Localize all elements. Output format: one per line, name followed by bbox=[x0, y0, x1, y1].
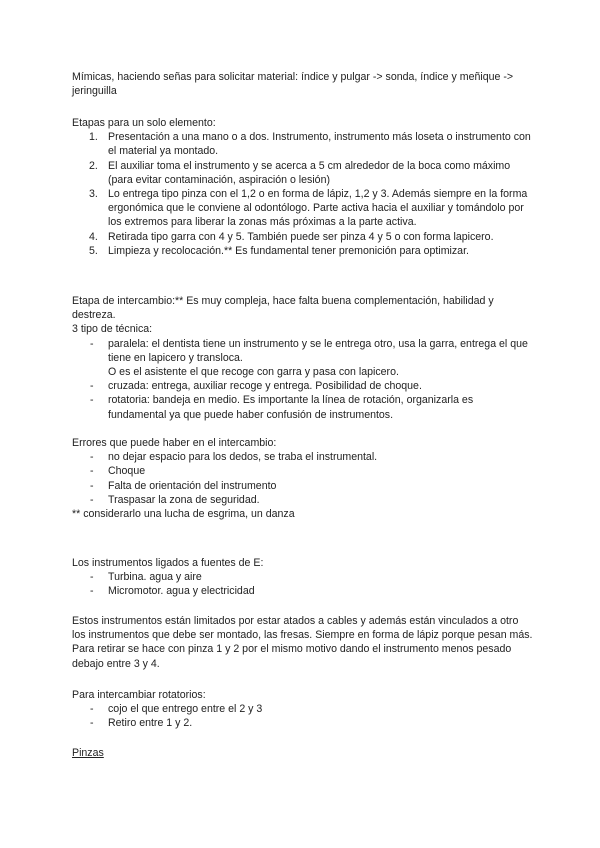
errores-heading: Errores que puede haber en el intercambio: bbox=[72, 437, 277, 449]
list-item bbox=[72, 450, 534, 464]
item-number: 1. bbox=[89, 131, 98, 144]
errores-list bbox=[72, 450, 534, 507]
fuentes-heading: Los instrumentos ligados a fuentes de E: bbox=[72, 557, 264, 569]
list-item bbox=[72, 479, 534, 493]
list-item bbox=[72, 464, 534, 478]
item-text: El auxiliar toma el instrumento y se acerca a 5 cm alrededor de la boca como máximo (para evitar contaminación, aspiración o lesión) bbox=[108, 159, 511, 186]
intercambio-heading: Etapa de intercambio:** Es muy compleja, hace falta buena complementación, habilidad y destreza. bbox=[72, 295, 494, 322]
list-item bbox=[72, 716, 534, 730]
item-number: 3. bbox=[89, 188, 98, 201]
item-number: 2. bbox=[89, 159, 98, 172]
dash-bullet: - bbox=[90, 585, 94, 598]
list-item bbox=[72, 393, 534, 421]
dash-bullet: - bbox=[90, 717, 94, 730]
item-text: cojo el que entrego entre el 2 y 3 bbox=[108, 703, 263, 716]
rotatorios-heading: Para intercambiar rotatorios: bbox=[72, 689, 206, 701]
dash-bullet: - bbox=[90, 493, 94, 506]
errores-note: ** considerarlo una lucha de esgrima, un danza bbox=[72, 508, 295, 521]
tecnicas-list bbox=[72, 337, 534, 422]
item-text: paralela: el dentista tiene un instrumento y se le entrega otro, usa la garra, entrega el que tiene en lapicero y transloca. bbox=[108, 337, 528, 364]
item-number: 5. bbox=[89, 244, 98, 257]
item-text: Limpieza y recolocación.** Es fundamental tener premonición para optimizar. bbox=[108, 244, 469, 257]
list-item bbox=[72, 230, 534, 244]
dash-bullet: - bbox=[90, 479, 94, 492]
dash-bullet: - bbox=[90, 451, 94, 464]
item-text: Traspasar la zona de seguridad. bbox=[108, 493, 260, 506]
list-item bbox=[72, 159, 534, 187]
dash-bullet: - bbox=[90, 394, 94, 407]
list-item bbox=[72, 130, 534, 158]
item-text: Retiro entre 1 y 2. bbox=[108, 717, 193, 730]
item-number: 4. bbox=[89, 230, 98, 243]
pinzas-heading: Pinzas bbox=[72, 747, 104, 759]
item-continuation: O es el asistente el que recoge con garra y pasa con lapicero. bbox=[108, 366, 399, 379]
section-errores bbox=[72, 436, 534, 521]
item-text: Micromotor. agua y electricidad bbox=[108, 585, 255, 598]
rotatorios-list bbox=[72, 702, 534, 730]
item-text: Lo entrega tipo pinza con el 1,2 o en forma de lápiz, 1,2 y 3. Además siempre en la forma ergonómica que le conviene al odontólogo. Parte activa hacia el auxiliar y tomándolo por los extremos para liberar la zonas más próximas a la parte activa. bbox=[108, 188, 528, 229]
dash-bullet: - bbox=[90, 380, 94, 393]
dash-bullet: - bbox=[90, 571, 94, 584]
item-text: Turbina. agua y aire bbox=[108, 571, 202, 584]
list-item bbox=[72, 493, 534, 507]
item-text: cruzada: entrega, auxiliar recoge y entrega. Posibilidad de choque. bbox=[108, 380, 422, 393]
list-item bbox=[72, 584, 534, 598]
section-fuentes bbox=[72, 556, 534, 599]
dash-bullet: - bbox=[90, 703, 94, 716]
item-text: no dejar espacio para los dedos, se traba el instrumental. bbox=[108, 451, 378, 464]
list-item bbox=[72, 702, 534, 716]
item-text: Presentación a una mano o a dos. Instrumento, instrumento más loseta o instrumento con el material ya montado. bbox=[108, 131, 531, 158]
item-text: rotatoria: bandeja en medio. Es importante la línea de rotación, organizarla es fundamental ya que puede haber confusión de instrumentos. bbox=[108, 394, 474, 421]
item-text: Falta de orientación del instrumento bbox=[108, 479, 277, 492]
item-text: Retirada tipo garra con 4 y 5. También puede ser pinza 4 y 5 o con forma lapicero. bbox=[108, 230, 494, 243]
paragraph-mimicas: Mímicas, haciendo señas para solicitar material: índice y pulgar -> sonda, índice y meñique -> jeringuilla bbox=[72, 71, 514, 98]
paragraph-estos: Estos instrumentos están limitados por estar atados a cables y además están vinculados a otro los instrumentos que debe ser montado, las fresas. Siempre en forma de lápiz porque pesan más. Para retirar se hace con pinza 1 y 2 por el mismo motivo dando el instrumento menos pesado debajo entre 3 y 4. bbox=[72, 615, 533, 670]
list-item bbox=[72, 244, 534, 258]
item-text: Choque bbox=[108, 465, 146, 478]
list-item bbox=[72, 187, 534, 230]
section-intercambio bbox=[72, 294, 534, 422]
dash-bullet: - bbox=[90, 337, 94, 350]
list-item bbox=[72, 337, 534, 380]
list-item bbox=[72, 570, 534, 584]
section-etapas bbox=[72, 116, 534, 258]
section-rotatorios bbox=[72, 688, 534, 731]
intercambio-subheading: 3 tipo de técnica: bbox=[72, 323, 153, 336]
list-item bbox=[72, 379, 534, 393]
dash-bullet: - bbox=[90, 465, 94, 478]
fuentes-list bbox=[72, 570, 534, 598]
etapas-heading: Etapas para un solo elemento: bbox=[72, 117, 216, 129]
etapas-list bbox=[72, 130, 534, 258]
